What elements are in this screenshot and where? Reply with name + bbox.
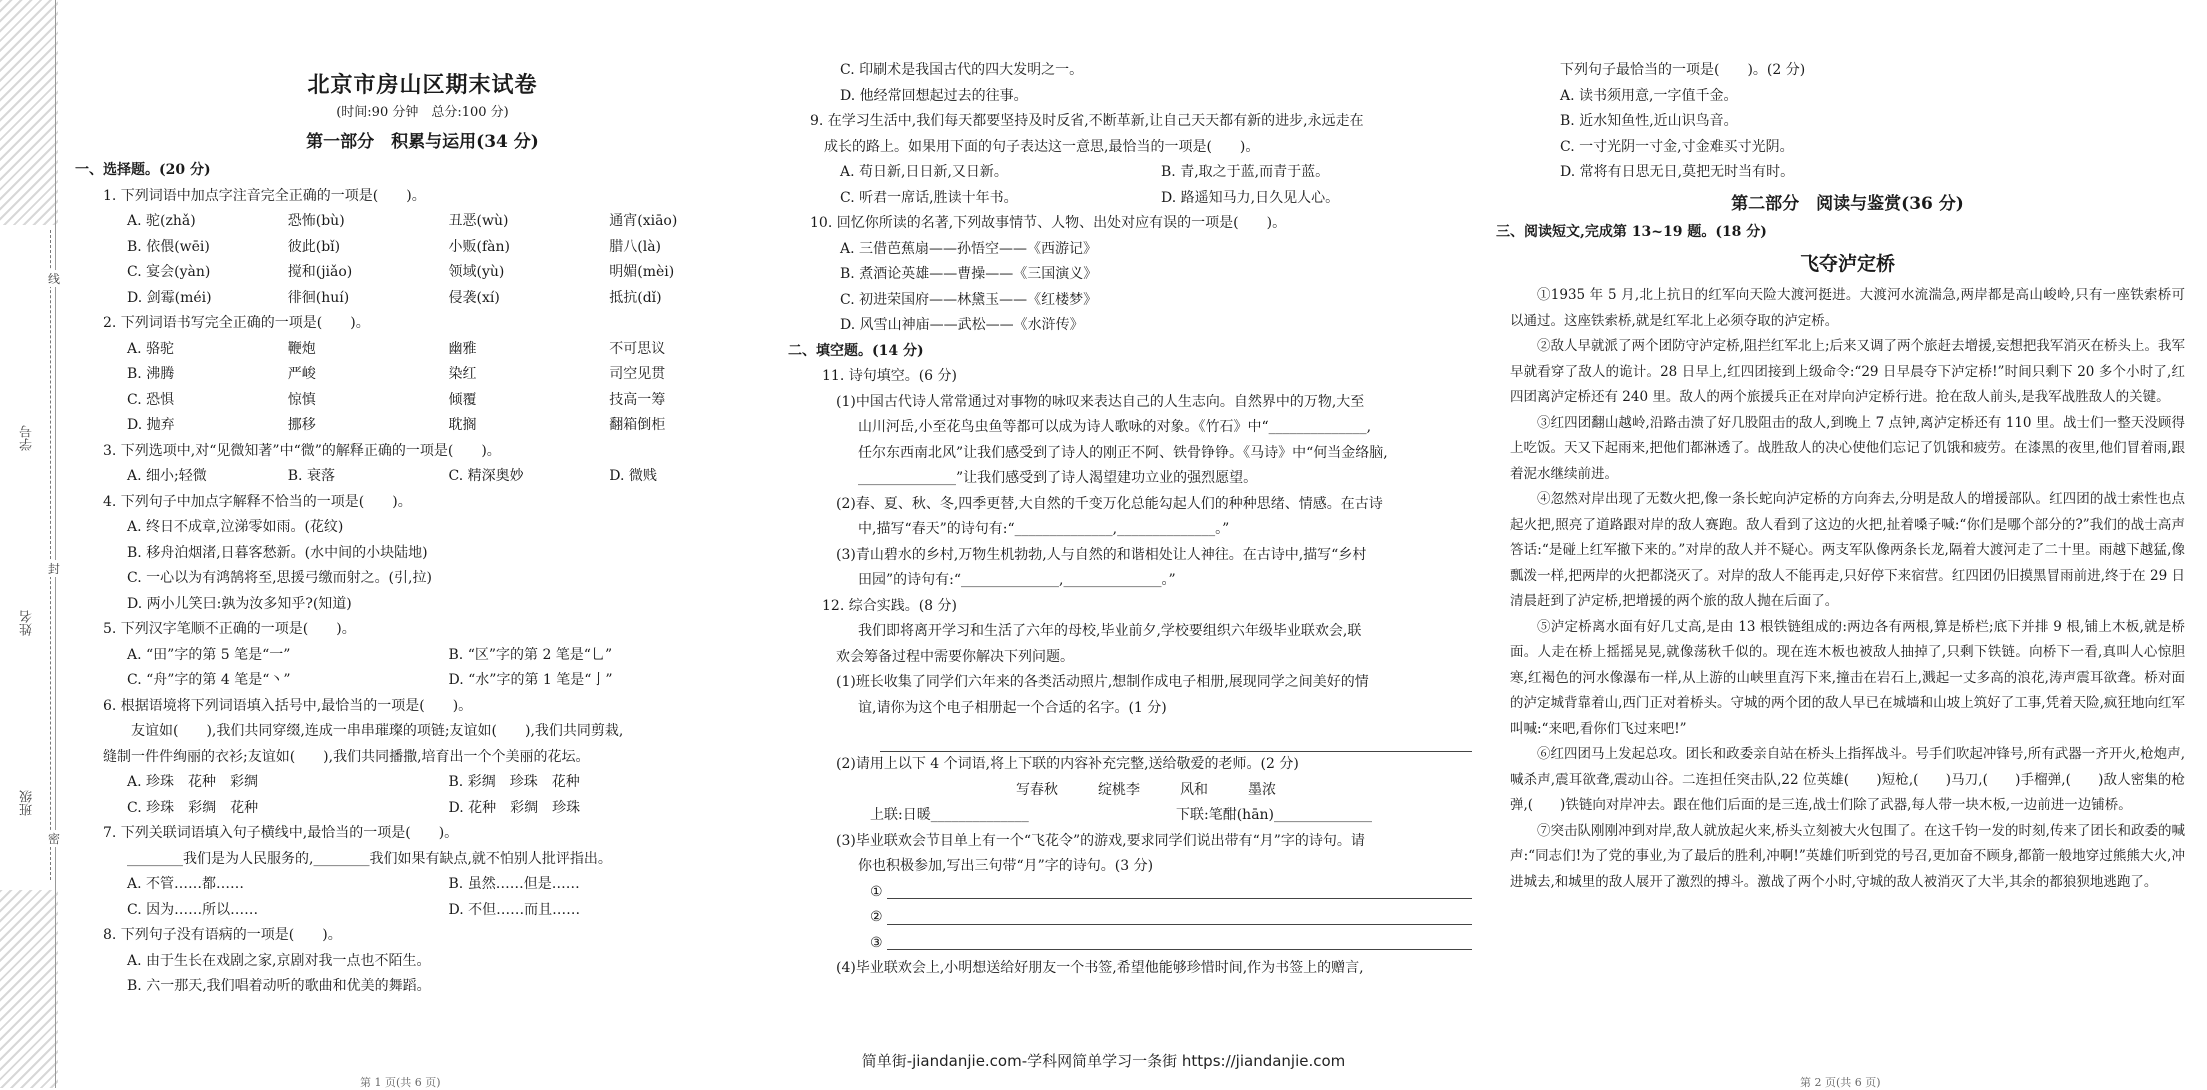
text-line: 山川河岳,小至花鸟虫鱼等都可以成为诗人歌咏的对象。《竹石》中“______________, (858, 419, 1372, 435)
option: 领域(yù) (448, 264, 505, 280)
question-6: 6. 根据语境将下列词语填入括号中,最恰当的一项是( )。 (103, 697, 473, 714)
option: A. 细小;轻微 (127, 468, 207, 484)
option: D. 常将有日思无日,莫把无时当有时。 (1560, 164, 1795, 180)
hatch-pattern-top (0, 0, 58, 225)
question-9-options (810, 160, 1482, 211)
question-3: 3. 下列选项中,对“见微知著”中“微”的解释正确的一项是( )。 (103, 442, 501, 459)
word: 写春秋 (1016, 781, 1058, 798)
circled-number: ① (870, 883, 883, 900)
option: D. “水”字的第 1 笔是“亅” (448, 672, 613, 688)
question-9-cont: 成长的路上。如果用下面的句子表达这一意思,最恰当的一项是( )。 (824, 138, 1260, 155)
option: C. 初进荣国府——林黛玉——《红楼梦》 (840, 291, 1098, 308)
question-3-options (75, 464, 770, 490)
page-1-column (75, 0, 770, 1000)
field-class: 班级 (20, 790, 35, 816)
question-7-options (75, 872, 770, 923)
option: C. 一心以为有鸿鹄将至,思援弓缴而射之。(引,拉) (127, 570, 432, 586)
article-paragraph: ⑤泸定桥离水面有好几丈高,是由 13 根铁链组成的:两边各有两根,算是桥栏;底下并排 9 根,铺上木板,就是桥面。人走在桥上摇摇晃晃,就像荡秋千似的。现在连木板也被敌人抽掉了,只剩下铁链。向桥下一看,真叫人心惊胆寒,红褐色的河水像瀑布一样,从上游的山峡里直泻下来,撞击在岩石上,溅起一丈多高的浪花,涛声震耳欲聋。桥对面的泸定城背靠着山,西门正对着桥头。守城的两个团的敌人早已在城墙和山坡上筑好了工事,凭着天险,疯狂地向红军叫喊:“来吧,看你们飞过来吧!” (1510, 618, 2185, 737)
option: 恐怖(bù) (287, 213, 345, 229)
word: 墨浓 (1248, 781, 1276, 798)
question-12-4-cont: 下列句子最恰当的一项是( )。(2 分) (1560, 62, 1806, 78)
question-2-options (75, 337, 770, 439)
question-11-3 (810, 543, 1482, 594)
text-line: 田园”的诗句有:“______________,______________。” (858, 572, 1176, 588)
option: 彼此(bǐ) (287, 238, 341, 255)
text-line: (3)青山碧水的乡村,万物生机勃勃,人与自然的和谐相处让人神往。在古诗中,描写“乡村 (836, 546, 1367, 563)
option: B. 沸腾 (127, 366, 175, 382)
couplet-row (810, 803, 1482, 829)
binding-rule (55, 0, 56, 1088)
binding-label-secret: 密 (48, 832, 61, 846)
option: D. 不但……而且…… (448, 901, 581, 918)
option: 腊八(là) (609, 238, 661, 255)
question-12-1 (810, 670, 1482, 721)
article-title: 飞夺泸定桥 (1799, 253, 1895, 275)
option: C. 恐惧 (127, 391, 175, 408)
option: C. 精深奥妙 (448, 468, 524, 484)
option: A. 三借芭蕉扇——孙悟空——《西游记》 (840, 240, 1098, 257)
text-line: 谊,请你为这个电子相册起一个合适的名字。(1 分) (858, 699, 1167, 716)
text-line: ______________”让我们感受到了诗人渴望建功立业的强烈愿望。 (858, 470, 1258, 486)
option: 挪移 (287, 417, 316, 433)
option: 搅和(jiǎo) (287, 264, 353, 280)
text-line: 任尔东西南北风”让我们感受到了诗人的刚正不阿、铁骨铮铮。《马诗》中“何当金络脑, (858, 444, 1388, 461)
question-11: 11. 诗句填空。(6 分) (822, 368, 957, 384)
option: A. 不管……都…… (127, 876, 245, 892)
option: A. “田”字的第 5 笔是“一” (127, 646, 291, 663)
option: 抵抗(dǐ) (609, 289, 662, 306)
question-5-options (75, 643, 770, 694)
question-6-text: 友谊如( ),我们共同穿缀,连成一串串璀璨的项链;友谊如( ),我们共同剪栽, (131, 723, 624, 739)
option: 丑恶(wù) (448, 213, 509, 229)
option: C. 一寸光阴一寸金,寸金难买寸光阴。 (1560, 138, 1794, 155)
answer-line-1[interactable] (810, 880, 1482, 906)
article-paragraph: ⑥红四团马上发起总攻。团长和政委亲自站在桥头上指挥战斗。号手们吹起冲锋号,所有武器一齐开火,枪炮声,喊杀声,震耳欲聋,震动山谷。二连担任突击队,22 位英雄( )短枪,( )马刀,( )手榴弹,( )敌人密集的枪弹,( )铁链向对岸冲去。跟在他们后面的是三连,战士们除了武器,每人带一块木板,一边前进一边铺桥。 (1510, 746, 2185, 813)
question-1-options (75, 209, 770, 311)
option: A. 读书须用意,一字值千金。 (1560, 87, 1738, 104)
section-1-heading: 一、选择题。(20 分) (75, 162, 211, 178)
text-line: (2)春、夏、秋、冬,四季更替,大自然的千变万化总能勾起人们的种种思绪、情感。在古诗 (836, 495, 1383, 512)
article-paragraph: ③红四团翻山越岭,沿路击溃了好几股阻击的敌人,到晚上 7 点钟,离泸定桥还有 110 里。战士们一整天没顾得上吃饭。天又下起雨来,把他们都淋透了。战胜敌人的决心使他们忘记了饥饿和疲劳。在漆黑的夜里,他们冒着雨,跟着泥水继续前进。 (1510, 414, 2185, 482)
option: B. “区”字的第 2 笔是“乚” (448, 646, 613, 663)
option: D. 剑霉(méi) (127, 289, 212, 306)
exam-title: 北京市房山区期末试卷 (307, 72, 538, 98)
option: 侵袭(xí) (448, 289, 500, 306)
option: D. 微贱 (609, 468, 657, 484)
question-5: 5. 下列汉字笔顺不正确的一项是( )。 (103, 621, 356, 637)
option: 染红 (448, 366, 477, 382)
option: 倾覆 (448, 391, 477, 408)
answer-line[interactable] (880, 729, 1472, 752)
answer-line-2[interactable] (810, 905, 1482, 931)
option: D. 路遥知马力,日久见人心。 (1161, 189, 1340, 206)
text-line: 你也积极参加,写出三句带“月”字的诗句。(3 分) (858, 858, 1154, 874)
article-paragraph: ⑦突击队刚刚冲到对岸,敌人就放起火来,桥头立刻被大火包围了。在这千钧一发的时刻,传来了团长和政委的喊声:“同志们!为了党的事业,为了最后的胜利,冲啊!”英雄们听到党的号召,更加奋不顾身,都箭一般地穿过熊熊大火,冲进城去,和城里的敌人展开了激烈的搏斗。激战了两个小时,守城的敌人被消灭了大半,其余的都狼狈地逃跑了。 (1510, 822, 2185, 890)
word: 绽桃李 (1098, 781, 1140, 798)
option: C. “舟”字的第 4 笔是“丶” (127, 672, 291, 688)
field-student-id: 学号 (20, 425, 35, 451)
site-watermark-footer: 简单街-jiandanjie.com-学科网简单学习一条街 https://jiandanjie.com (861, 1052, 1346, 1070)
text-line: 我们即将离开学习和生活了六年的母校,毕业前夕,学校要组织六年级毕业联欢会,联 (858, 623, 1362, 639)
article-paragraph: ①1935 年 5 月,北上抗日的红军向天险大渡河挺进。大渡河水流湍急,两岸都是高山峻岭,只有一座铁索桥可以通过。这座铁索桥,就是红军北上必须夺取的泸定桥。 (1510, 287, 2185, 329)
option: 鞭炮 (287, 340, 316, 357)
option: C. 印刷术是我国古代的四大发明之一。 (840, 62, 1084, 78)
option: 明媚(mèi) (609, 264, 675, 280)
option: A. 珍珠 花种 彩绸 (127, 774, 259, 790)
option: A. 骆驼 (127, 340, 175, 357)
option: B. 移舟泊烟渚,日暮客愁新。(水中间的小块陆地) (127, 544, 428, 561)
option: C. 听君一席话,胜读十年书。 (840, 189, 1018, 206)
binding-label-seal: 封 (48, 562, 61, 576)
field-name: 姓名 (20, 610, 35, 636)
option: 惊慎 (287, 391, 316, 408)
option: D. 风雪山神庙——武松——《水浒传》 (840, 317, 1084, 333)
option: B. 虽然……但是…… (448, 876, 580, 892)
question-11-1 (810, 390, 1482, 492)
question-6-options (75, 770, 770, 821)
binding-margin (0, 0, 61, 1088)
option: B. 六一那天,我们唱着动听的歌曲和优美的舞蹈。 (127, 978, 431, 994)
part-1-heading: 第一部分 积累与运用(34 分) (306, 132, 539, 152)
question-11-2 (810, 492, 1482, 543)
option: B. 煮酒论英雄——曹操——《三国演义》 (840, 266, 1098, 282)
option: 徘徊(huí) (287, 289, 350, 306)
text-line: 中,描写“春天”的诗句有:“______________,______________。” (858, 521, 1230, 537)
answer-line-3[interactable] (810, 931, 1482, 957)
text-line: (1)中国古代诗人常常通过对事物的咏叹来表达自己的人生志向。自然界中的万物,大至 (836, 393, 1365, 410)
text-line: (3)毕业联欢会节目单上有一个“飞花令”的游戏,要求同学们说出带有“月”字的诗句。请 (836, 832, 1365, 849)
option: A. 驼(zhǎ) (127, 213, 196, 229)
option: D. 两小儿笑曰:孰为汝多知乎?(知道) (127, 595, 352, 612)
binding-dash-line (50, 230, 52, 880)
article-paragraph: ②敌人早就派了两个团防守泸定桥,阻拦红军北上;后来又调了两个旅赶去增援,妄想把我军消灭在桥头上。我军早就看穿了敌人的诡计。28 日早上,红四团接到上级命令:“29 日早晨夺下泸定桥!”时间只剩下 20 多个小时了,红四团离泸定桥还有 240 里。敌人的两个旅援兵正在对岸向泸定桥行进。抢在敌人前头,是我军战胜敌人的关键。 (1510, 338, 2185, 405)
question-7: 7. 下列关联词语填入句子横线中,最恰当的一项是( )。 (103, 825, 459, 841)
question-9: 9. 在学习生活中,我们每天都要坚持及时反省,不断革新,让自己天天都有新的进步,永远走在 (810, 113, 1364, 129)
question-8: 8. 下列句子没有语病的一项是( )。 (103, 927, 342, 943)
word: 风和 (1180, 781, 1208, 798)
text-line: (1)班长收集了同学们六年来的各类活动照片,想制作成电子相册,展现同学之间美好的情 (836, 674, 1369, 690)
option: D. 他经常回想起过去的往事。 (840, 87, 1028, 104)
question-1: 1. 下列词语中加点字注音完全正确的一项是( )。 (103, 187, 426, 204)
question-12: 12. 综合实践。(8 分) (822, 597, 957, 614)
option: A. 由于生长在戏剧之家,京剧对我一点也不陌生。 (127, 952, 431, 969)
couplet-lower: 下联:笔酣(hān)______________ (1176, 807, 1373, 823)
option: 技高一筹 (609, 391, 666, 408)
option: A. 终日不成章,泣涕零如雨。(花纹) (127, 519, 344, 535)
question-7-text: ________我们是为人民服务的,________我们如果有缺点,就不怕别人批评指出。 (127, 850, 612, 867)
part-2-heading: 第二部分 阅读与鉴赏(36 分) (1731, 193, 1964, 214)
option: B. 青,取之于蓝,而青于蓝。 (1161, 164, 1330, 180)
question-10: 10. 回忆你所读的名著,下列故事情节、人物、出处对应有误的一项是( )。 (810, 215, 1287, 231)
option: C. 因为……所以…… (127, 901, 259, 918)
option: B. 彩绸 珍珠 花种 (448, 774, 580, 790)
option: 幽雅 (448, 340, 477, 357)
option: 翻箱倒柜 (609, 417, 666, 433)
section-3-heading: 三、阅读短文,完成第 13~19 题。(18 分) (1496, 223, 1767, 240)
page-number-2: 第 2 页(共 6 页) (1800, 1076, 1881, 1089)
page-2-left-column (788, 0, 1482, 982)
page-number-1: 第 1 页(共 6 页) (360, 1076, 441, 1089)
exam-subtitle: (时间:90 分钟 总分:100 分) (336, 105, 509, 120)
section-2-heading: 二、填空题。(14 分) (788, 342, 924, 359)
option: B. 近水知鱼性,近山识鸟音。 (1560, 113, 1738, 129)
option: 耽搁 (448, 417, 477, 433)
option: C. 珍珠 彩绸 花种 (127, 799, 259, 816)
question-2: 2. 下列词语书写完全正确的一项是( )。 (103, 315, 370, 331)
option: 严峻 (287, 366, 316, 382)
text-line: 欢会筹备过程中需要你解决下列问题。 (836, 648, 1074, 665)
option: 司空见贯 (609, 366, 666, 382)
question-12-2: (2)请用上以下 4 个词语,将上下联的内容补充完整,送给敬爱的老师。(2 分) (836, 756, 1299, 772)
option: C. 宴会(yàn) (127, 264, 211, 280)
question-12-2-words (810, 778, 1482, 804)
circled-number: ③ (870, 934, 883, 951)
circled-number: ② (870, 909, 883, 925)
question-6-text: 缝制一件件绚丽的衣衫;友谊如( ),我们共同播撒,培育出一个个美丽的花坛。 (103, 748, 590, 765)
option: A. 苟日新,日日新,又日新。 (840, 164, 1008, 180)
page-2-right-column (1496, 0, 2185, 895)
option: 不可思议 (609, 340, 666, 357)
option: B. 衰落 (287, 468, 335, 484)
question-12-4: (4)毕业联欢会上,小明想送给好朋友一个书签,希望他能够珍惜时间,作为书签上的赠言, (836, 960, 1364, 976)
article-paragraph: ④忽然对岸出现了无数火把,像一条长蛇向泸定桥的方向奔去,分明是敌人的增援部队。红四团的战士索性也点起火把,照亮了道路跟对岸的敌人赛跑。敌人看到了这边的火把,扯着嗓子喊:“你们是哪个部分的?”我们的战士高声答话:“是碰上红军撤下来的。”对岸的敌人并不疑心。两支军队像两条长龙,隔着大渡河走了二十里。雨越下越猛,像瓢泼一样,把两岸的火把都浇灭了。对岸的敌人不能再走,只好停下来宿营。红四团仍旧摸黑冒雨前进,终于在 29 日清晨赶到了泸定桥,把增援的两个旅的敌人抛在后面了。 (1510, 491, 2185, 609)
option: D. 抛弃 (127, 417, 175, 433)
option: B. 依偎(wēi) (127, 238, 210, 255)
question-12-3 (810, 829, 1482, 880)
option: 小贩(fàn) (448, 238, 510, 255)
article-body (1510, 283, 2185, 895)
couplet-upper: 上联:日暖______________ (870, 807, 1029, 823)
option: 通宵(xiāo) (609, 213, 678, 229)
question-4: 4. 下列句子中加点字解释不恰当的一项是( )。 (103, 493, 412, 510)
option: D. 花种 彩绸 珍珠 (448, 799, 581, 816)
binding-label-line: 线 (48, 272, 61, 286)
